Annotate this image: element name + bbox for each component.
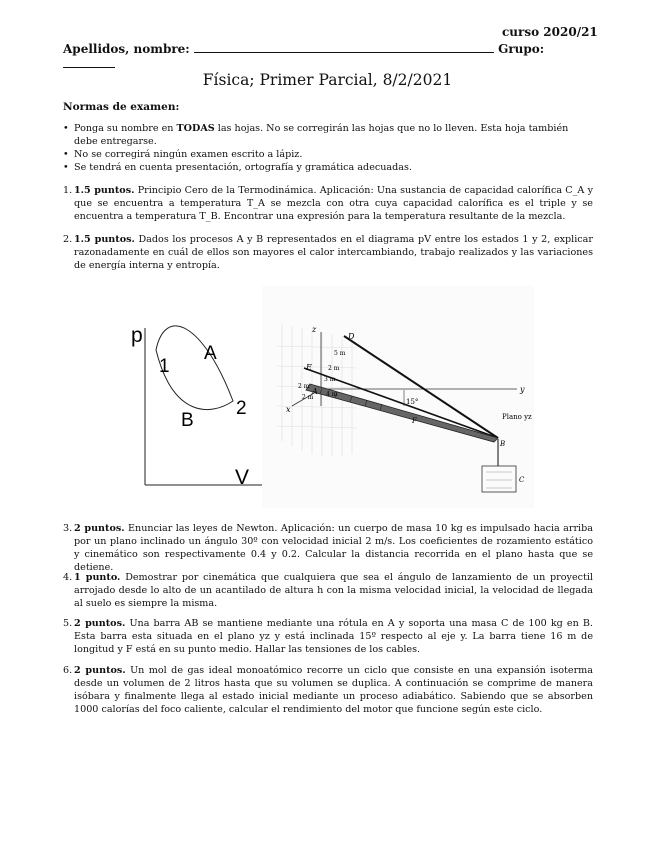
pv-diagram [125,288,250,498]
rules-list [63,122,593,174]
question-points: 2 puntos. [74,665,126,676]
process-a-label: A [204,343,217,364]
name-label: Apellidos, nombre: [63,42,190,56]
label-a: A [312,387,318,396]
rule-text: las hojas. No se corregirán las hojas que no lo lleven. Esta hoja también debe entregarse. [74,123,569,147]
label-2m: 2 m [298,383,310,390]
question-text: Principio Cero de la Termodinámica. Aplicación: Una sustancia de capacidad calorífica C_A y que se encuentra a temperatura T_A se mezcla con otra cuya capacidad calorífica es el triple y se encuentra a temperatura T_B. Encontrar una expresión para la temperatura resultante de la mezcla. [74,185,593,222]
angle-label: 15° [406,398,419,406]
label-b: B [500,440,506,448]
question-6 [63,664,593,716]
process-b-label: B [181,410,194,431]
rule-text: Se tendrá en cuenta presentación, ortografía y gramática adecuadas. [74,162,412,173]
question-points: 1.5 puntos. [74,234,135,245]
rule-text: Ponga su nombre en [74,123,177,134]
question-number: 1. [63,185,73,196]
question-text: Enunciar las leyes de Newton. Aplicación: un cuerpo de masa 10 kg es impulsado hacia arriba por un plano inclinado un ángulo 30º con velocidad inicial 2 m/s. Los coeficientes de rozamiento estático y cinemático son respectivamente 0.4 y 0.2. Calcular la distancia recorrida en el plano hasta que se detiene. [74,523,593,573]
rule-bold: TODAS [176,123,215,134]
question-1 [63,184,593,223]
page-title: Física; Primer Parcial, 8/2/2021 [202,71,453,89]
question-text: Una barra AB se mantiene mediante una rótula en A y soporta una masa C de 100 kg en B. Esta barra esta situada en el plano yz y está inclinada 15º respecto al eje y. La barra tiene 16 m de longitud y F está en su punto medio. Hallar las tensiones de los cables. [74,618,593,655]
question-points: 2 puntos. [74,523,125,534]
p-axis-label: p [131,324,143,347]
label-e: E [306,363,312,372]
rule-item [63,122,593,148]
question-points: 1 punto. [74,572,121,583]
question-number: 5. [63,618,73,629]
y-axis-label: y [520,385,525,394]
question-number: 3. [63,523,73,534]
question-3 [63,522,593,574]
question-number: 2. [63,234,73,245]
v-axis-label: V [235,466,250,489]
question-2 [63,233,593,272]
rule-item [63,161,593,174]
plane-label: Plano yz [502,413,532,421]
question-5 [63,617,593,656]
bar-diagram [262,286,534,508]
label-4m: 4 m [326,391,338,398]
name-row [63,41,593,71]
name-line [194,41,494,53]
question-points: 2 puntos. [74,618,126,629]
rule-text: No se corregirá ningún examen escrito a lápiz. [74,149,303,160]
question-text: Dados los procesos A y B representados en el diagrama pV entre los estados 1 y 2, explicar razonadamente en cuál de ellos son mayores el calor intercambiando, trabajo realizados y las variaciones de energía interna y entropía. [74,234,593,271]
x-axis-label: x [286,405,291,414]
label-f: F [412,417,417,425]
question-text: Un mol de gas ideal monoatómico recorre un ciclo que consiste en una expansión isoterma desde un volumen de 2 litros hasta que su volumen se duplica. A continuación se comprime de manera isóbara y finalmente llega al estado inicial mediante un proceso adiabático. Sabiendo que se absorben 1000 calorías del foco caliente, calcular el rendimiento del motor que funcione según este ciclo. [74,665,593,715]
group-line [63,56,115,68]
label-2m-b: 2 m [328,365,340,372]
question-4 [63,571,593,610]
label-2m-c: 2 m [302,394,314,401]
z-axis-label: z [312,325,317,334]
label-3m: 3 m [324,376,336,383]
course-label: curso 2020/21 [502,25,598,39]
label-d: D [348,332,355,341]
label-5m: 5 m [334,350,346,357]
rules-heading: Normas de examen: [63,101,180,113]
state-1-label: 1 [159,356,170,377]
question-number: 6. [63,665,73,676]
rule-item [63,148,593,161]
question-text: Demostrar por cinemática que cualquiera que sea el ángulo de lanzamiento de un proyectil arrojado desde lo alto de un acantilado de altura h con la misma velocidad inicial, la velocidad de llegada al suelo es siempre la misma. [74,572,593,609]
state-2-label: 2 [236,398,247,419]
label-c: C [519,476,525,484]
group-label: Grupo: [498,42,545,56]
question-points: 1.5 puntos. [74,185,135,196]
question-number: 4. [63,572,73,583]
